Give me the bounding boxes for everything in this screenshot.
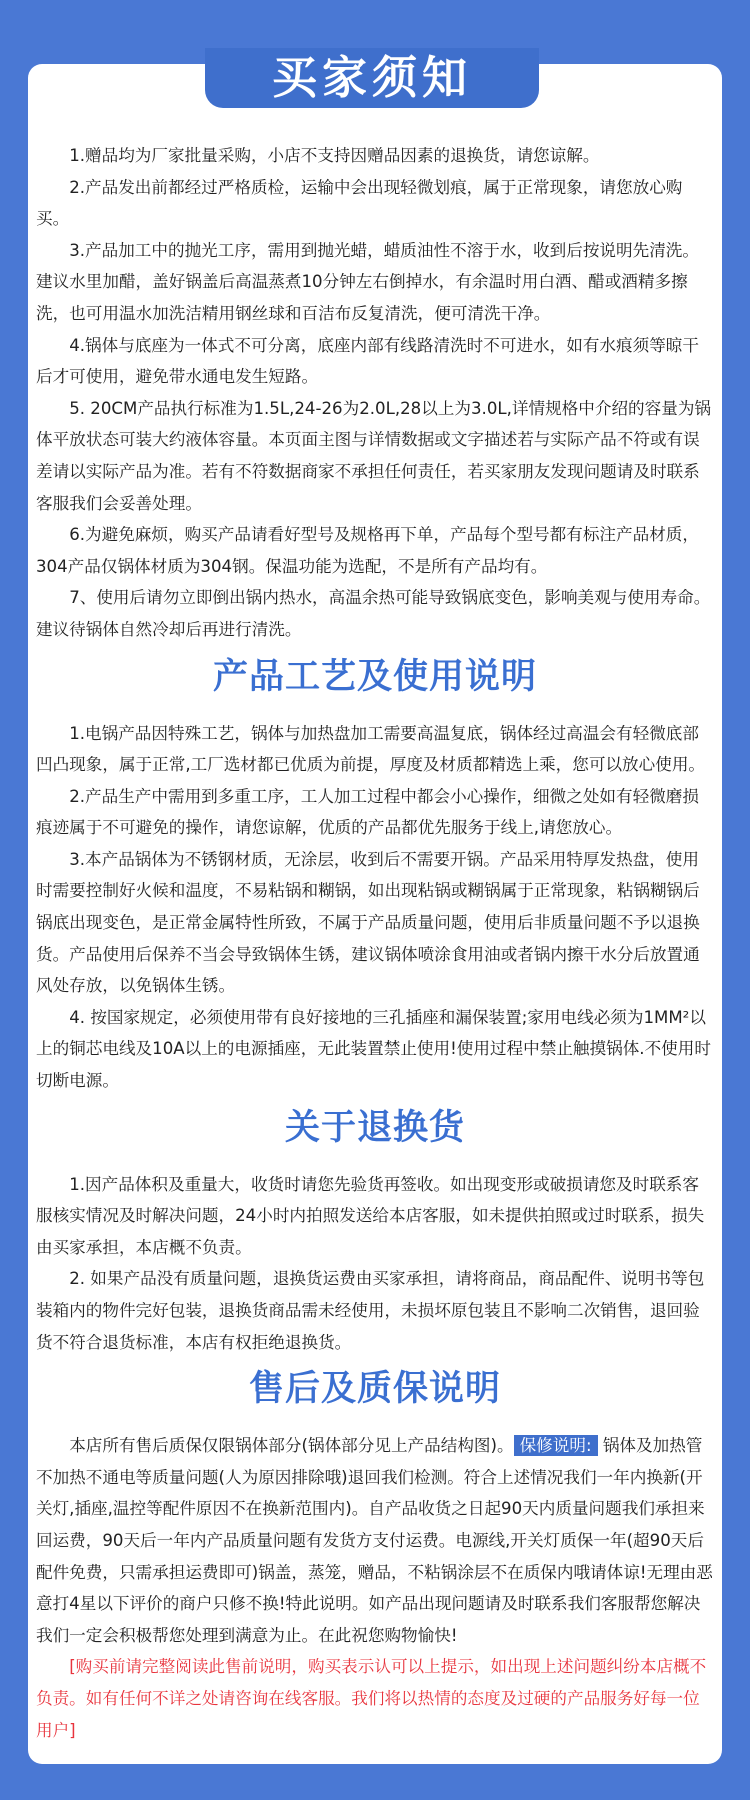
buyer-notice-item-7: 7、使用后请勿立即倒出锅内热水，高温余热可能导致锅底变色，影响美观与使用寿命。建议待锅体自然冷却后再进行清洗。 (36, 588, 711, 639)
buyer-notice-item-6: 6.为避免麻烦，购买产品请看好型号及规格再下单，产品每个型号都有标注产品材质，304产品仅锅体材质为304钢。保温功能为选配，不是所有产品均有。 (36, 525, 699, 576)
craft-list (36, 718, 714, 1097)
returns-item-1: 1.因产品体积及重量大，收货时请您先验货再签收。如出现变形或破损请您及时联系客服核实情况及时解决问题，24小时内拍照发送给本店客服，如未提供拍照或过时联系，损失由买家承担，本店概不负责。 (36, 1174, 705, 1257)
buyer-notice-item-1: 1.赠品均为厂家批量采购，小店不支持因赠品因素的退换货，请您谅解。 (69, 146, 600, 165)
craft-item-4: 4. 按国家规定，必须使用带有良好接地的三孔插座和漏保装置;家用电线必须为1MM²以上的铜芯电线及10A以上的电源插座，无此装置禁止使用!使用过程中禁止触摸锅体.不使用时切断电源。 (36, 1007, 711, 1091)
notice-content (36, 140, 714, 1746)
buyer-notice-item-4: 4.锅体与底座为一体式不可分离，底座内部有线路清洗时不可进水，如有水痕须等晾干后才可使用，避免带水通电发生短路。 (36, 335, 699, 387)
returns-section-title: 关于退换货 (284, 1107, 465, 1148)
craft-item-2: 2.产品生产中需用到多重工序，工人加工过程中都会小心操作，细微之处如有轻微磨损痕迹属于不可避免的操作，请您谅解，优质的产品都优先服务于线上,请您放心。 (36, 786, 699, 838)
returns-item-2: 2. 如果产品没有质量问题，退换货运费由买家承担，请将商品，商品配件、说明书等包装箱内的物件完好包装，退换货商品需未经使用，未损坏原包装且不影响二次销售，退回验货不符合退货标准，本店有权拒绝退换货。 (36, 1269, 705, 1352)
buyer-notice-item-2: 2.产品发出前都经过严格质检，运输中会出现轻微划痕，属于正常现象，请您放心购买。 (36, 177, 683, 229)
warranty-section-title: 售后及质保说明 (248, 1369, 501, 1410)
buyer-notice-item-3: 3.产品加工中的抛光工序，需用到抛光蜡，蜡质油性不溶于水，收到后按说明先清洗。建议水里加醋，盖好锅盖后高温蒸煮10分钟左右倒掉水，有余温时用白酒、醋或酒精多擦洗，也可用温水加洗洁精用钢丝球和百洁布反复清洗，便可清洗干净。 (36, 240, 699, 323)
craft-item-1: 1.电锅产品因特殊工艺，锅体与加热盘加工需要高温复底，锅体经过高温会有轻微底部凹凸现象，属于正常,工厂选材都已优质为前提，厚度及材质都精选上乘，您可以放心使用。 (36, 723, 706, 775)
page-title: 买家须知 (205, 48, 539, 108)
warranty-intro: 本店所有售后质保仅限锅体部分(锅体部分见上产品结构图)。 (69, 1436, 514, 1456)
returns-list (36, 1169, 714, 1359)
warranty-highlight-badge: 保修说明: (514, 1435, 598, 1456)
craft-section-title: 产品工艺及使用说明 (212, 656, 537, 697)
warranty-warning: [购买前请完整阅读此售前说明，购买表示认可以上提示，如出现上述问题纠纷本店概不负责。如有任何不详之处请咨询在线客服。我们将以热情的态度及过硬的产品服务好每一位用户] (36, 1657, 707, 1740)
warranty-body: 锅体及加热管不加热不通电等质量问题(人为原因排除哦)退回我们检测。符合上述情况我们一年内换新(开关灯,插座,温控等配件原因不在换新范围内)。自产品收货之日起90天内质量问题我们承担来回运费，90天后一年内产品质量问题有发货方支付运费。电源线,开关灯质保一年(超90天后配件免费，只需承担运费即可)锅盖，蒸笼，赠品，不粘锅涂层不在质保内哦请体谅!无理由恶意打4星以下评价的商户只修不换!特此说明。如产品出现问题请及时联系我们客服帮您解决我们一定会积极帮您处理到满意为止。在此祝您购物愉快! (36, 1436, 713, 1645)
warranty-paragraph (36, 1430, 714, 1651)
buyer-notice-item-5: 5. 20CM产品执行标准为1.5L,24-26为2.0L,28以上为3.0L,详情规格中介绍的容量为锅体平放状态可装大约液体容量。本页面主图与详情数据或文字描述若与实际产品不符或有误差请以实际产品为准。若有不符数据商家不承担任何责任，若买家朋友发现问题请及时联系客服我们会妥善处理。 (36, 398, 712, 513)
buyer-notice-list (36, 140, 714, 646)
craft-item-3: 3.本产品锅体为不锈钢材质，无涂层，收到后不需要开锅。产品采用特厚发热盘，使用时需要控制好火候和温度，不易粘锅和糊锅，如出现粘锅或糊锅属于正常现象，粘锅糊锅后锅底出现变色，是正常金属特性所致，不属于产品质量问题，使用后非质量问题不予以退换货。产品使用后保养不当会导致锅体生锈，建议锅体喷涂食用油或者锅内擦干水分后放置通风处存放，以免锅体生锈。 (36, 849, 700, 996)
